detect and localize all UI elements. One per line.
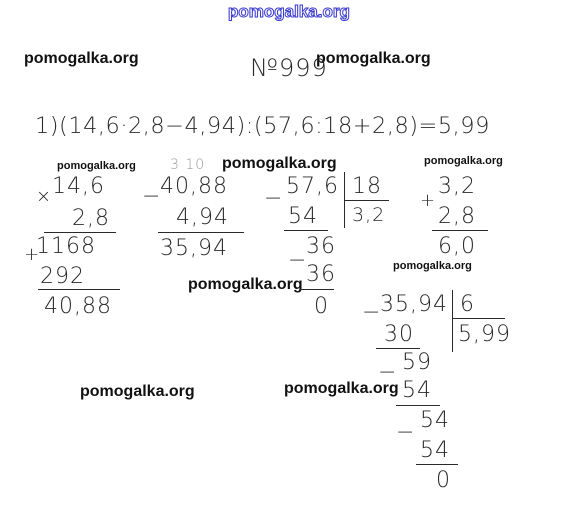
watermark: pomogalka.org [57, 160, 136, 172]
division2-step-54a: 54 [402, 378, 432, 403]
division1-dividend: 57,6 [286, 174, 339, 199]
addition-sign: + [420, 190, 437, 211]
multiplication-factor1: 14,6 [52, 174, 105, 199]
division1-line1 [284, 230, 328, 231]
subtraction-subtrahend: 4,94 [176, 205, 229, 230]
watermark: pomogalka.org [188, 276, 303, 293]
division1-step2: 36 [306, 234, 336, 259]
division2-line3 [416, 464, 458, 465]
watermark: pomogalka.org [80, 383, 195, 400]
division1-minus: − [264, 186, 284, 211]
watermark: pomogalka.org [424, 155, 503, 167]
watermark-top: pomogalka.org [228, 2, 350, 21]
division1-line2 [300, 289, 334, 290]
multiplication-line2 [38, 289, 120, 290]
division1-quotient: 3,2 [352, 204, 386, 226]
watermark: pomogalka.org [316, 50, 431, 67]
division1-step3: 36 [306, 262, 336, 287]
division1-divisor-line [345, 200, 389, 201]
division1-minus2: − [288, 248, 308, 273]
multiplication-plus: + [24, 244, 41, 265]
division2-step-30: 30 [384, 322, 414, 347]
division2-line1 [376, 348, 420, 349]
subtraction-minuend: 40,88 [160, 174, 228, 199]
addition-sum: 6,0 [438, 234, 476, 259]
division2-minus: − [362, 300, 382, 325]
multiplication-line [44, 232, 116, 233]
division2-bar [452, 290, 453, 352]
watermark: pomogalka.org [284, 380, 399, 397]
division2-step-59: 59 [402, 350, 432, 375]
watermark: pomogalka.org [24, 50, 139, 67]
division2-minus3: − [396, 420, 416, 445]
subtraction-line [158, 232, 244, 233]
multiplication-product: 40,88 [44, 294, 112, 319]
division2-divisor-line [453, 318, 505, 319]
addition-addend2: 2,8 [438, 204, 476, 229]
addition-line [432, 230, 488, 231]
division2-step-54b: 54 [420, 408, 450, 433]
faint-mark: 3 10 [170, 157, 206, 173]
multiplication-partial2: 292 [40, 264, 85, 289]
multiplication-factor2: 2,8 [72, 206, 110, 231]
division1-divisor: 18 [352, 174, 382, 199]
division2-line2 [396, 405, 440, 406]
division2-divisor: 6 [460, 292, 475, 317]
division2-step-54c: 54 [420, 438, 450, 463]
division2-remainder: 0 [436, 468, 451, 493]
problem-expression: 1)(14,6·2,8−4,94):(57,6:18+2,8)=5,99 [35, 114, 490, 139]
subtraction-difference: 35,94 [160, 236, 228, 261]
division2-dividend: 35,94 [380, 292, 448, 317]
multiplication-partial1: 1168 [36, 234, 96, 259]
problem-number: №999 [250, 54, 328, 82]
division1-step1: 54 [288, 204, 318, 229]
subtraction-sign: − [142, 184, 162, 209]
watermark: pomogalka.org [222, 155, 337, 172]
division1-remainder: 0 [314, 294, 329, 319]
watermark: pomogalka.org [393, 260, 472, 272]
multiplication-sign: × [36, 186, 53, 207]
division2-quotient: 5,99 [458, 322, 511, 347]
addition-addend1: 3,2 [438, 174, 476, 199]
division2-minus2: − [378, 360, 398, 385]
